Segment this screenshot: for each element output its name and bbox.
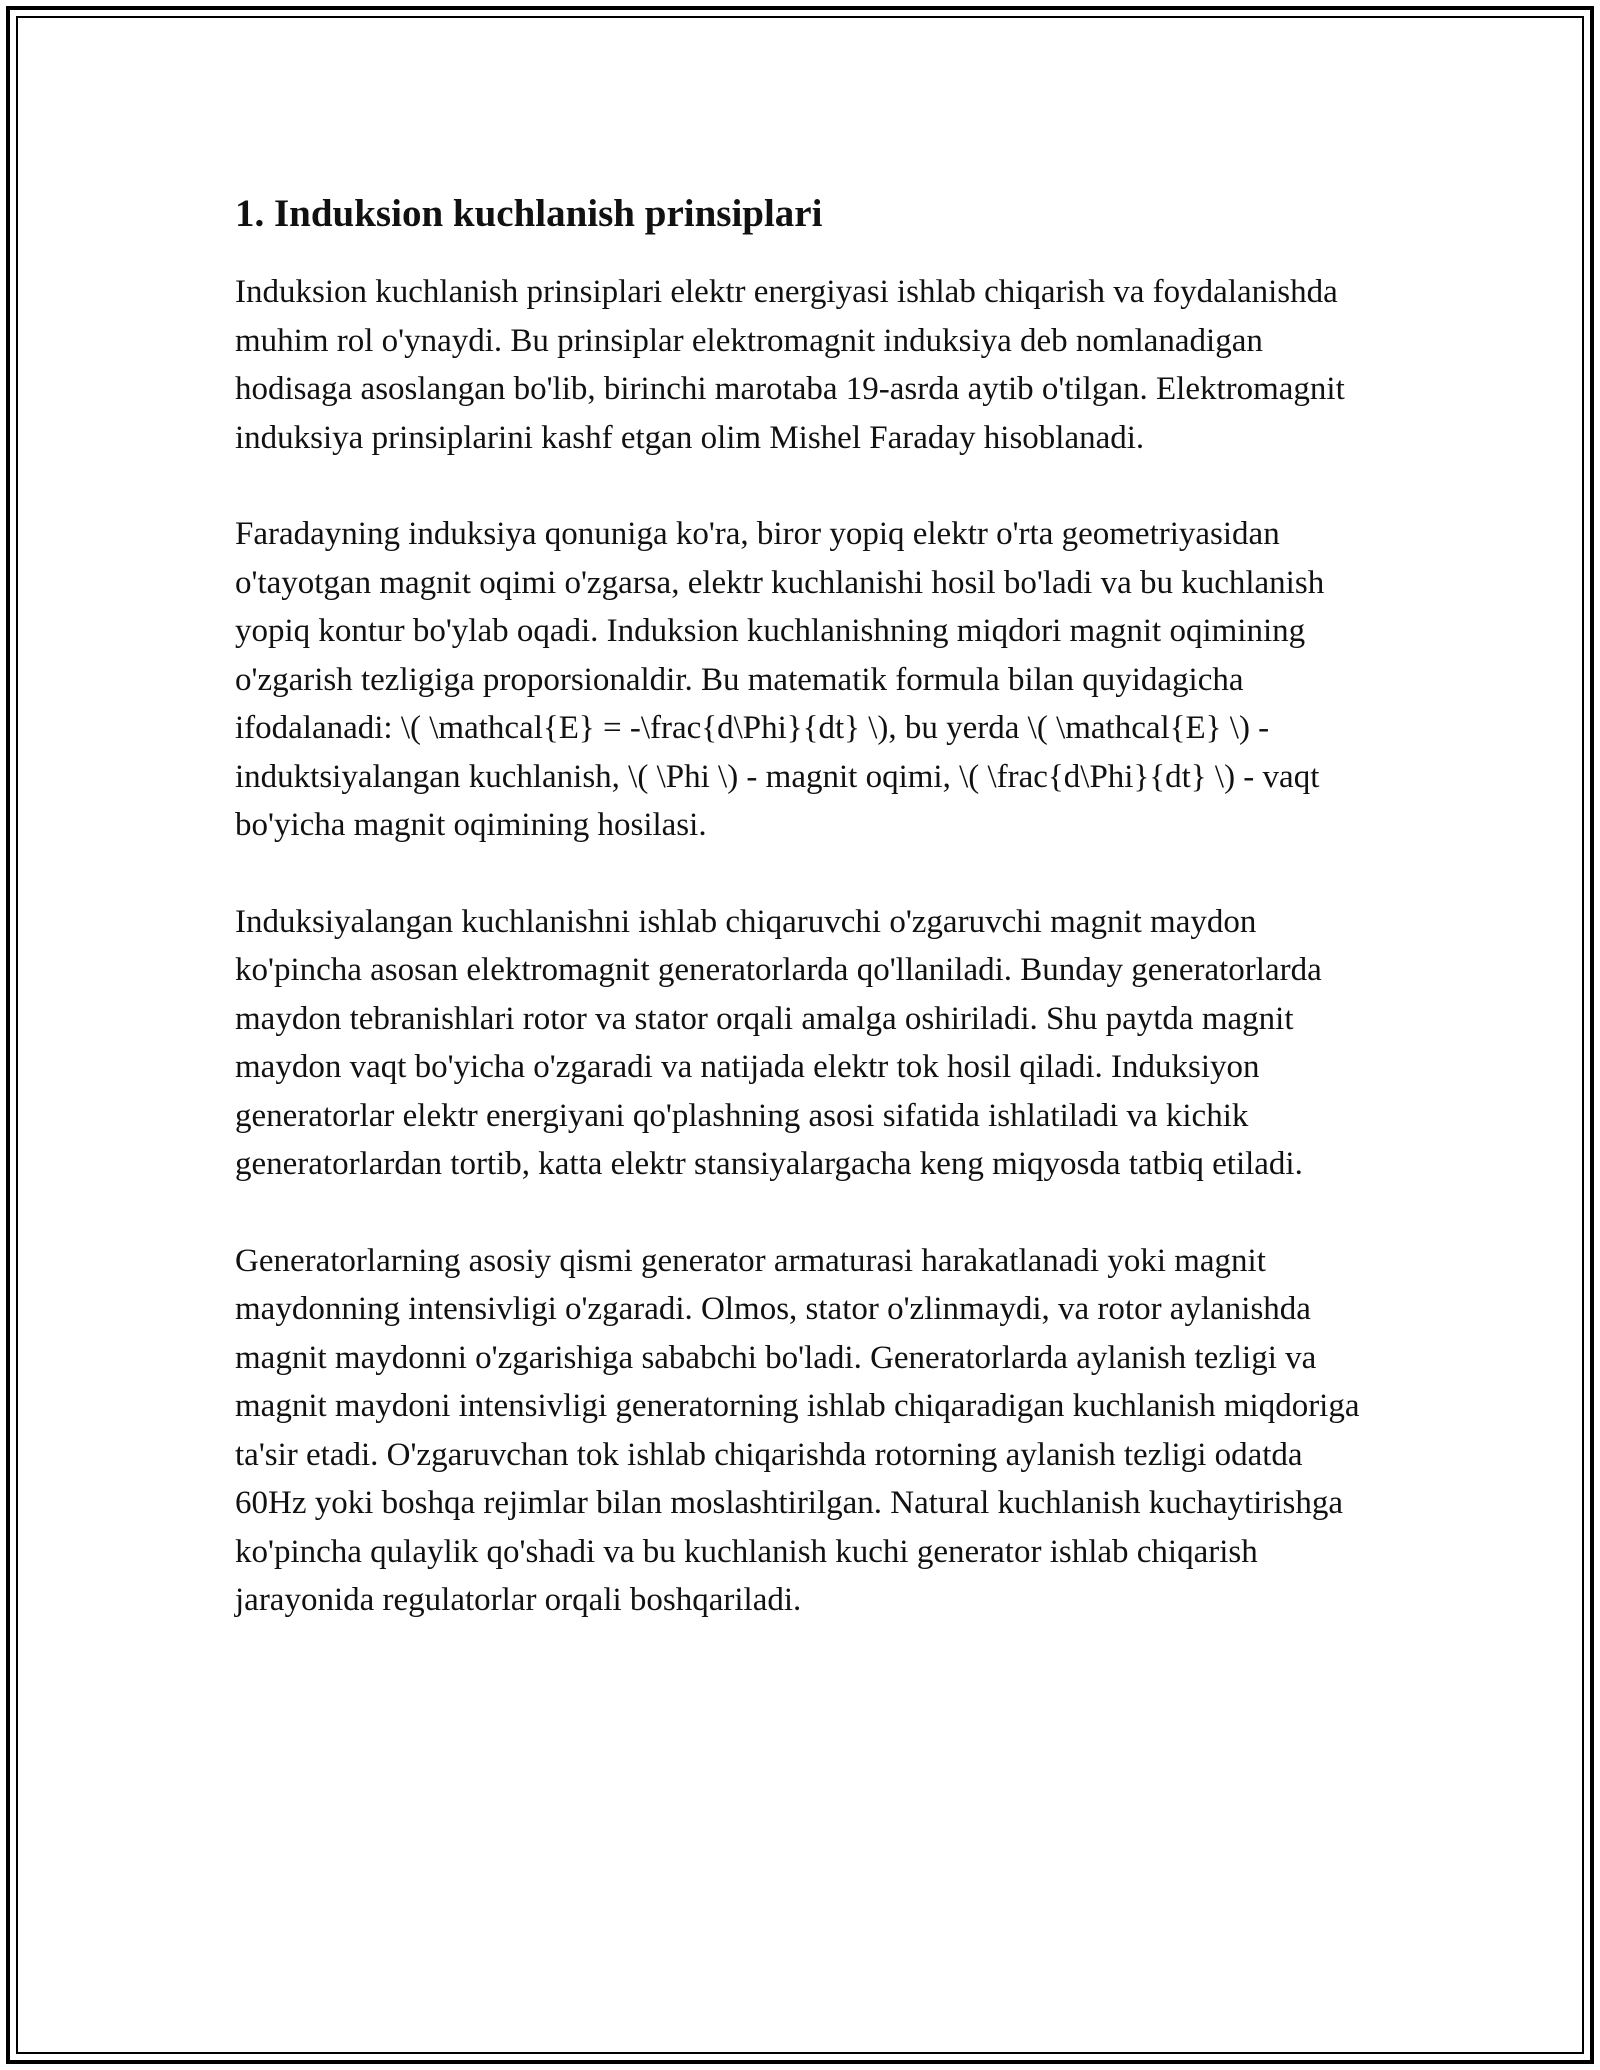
document-body — [235, 188, 1375, 1673]
section-heading: 1. Induksion kuchlanish prinsiplari — [235, 192, 823, 235]
paragraph-3: Induksiyalangan kuchlanishni ishlab chiqaruvchi o'zgaruvchi magnit maydon ko'pincha asosan elektromagnit generatorlarda qo'llaniladi. Bunday generatorlarda maydon tebranishlari rotor va stator orqali amalga oshiriladi. Shu paytda magnit maydon vaqt bo'yicha o'zgaradi va natijada elektr tok hosil qiladi. Induksiyon generatorlar elektr energiyani qo'plashning asosi sifatida ishlatiladi va kichik generatorlardan tortib, katta elektr stansiyalargacha keng miqyosda tatbiq etiladi. — [235, 903, 1322, 1182]
paragraph-4: Generatorlarning asosiy qismi generator armaturasi harakatlanadi yoki magnit maydonning intensivligi o'zgaradi. Olmos, stator o'zlinmaydi, va rotor aylanishda magnit maydonni o'zgarishiga sababchi bo'ladi. Generatorlarda aylanish tezligi va magnit maydoni intensivligi generatorning ishlab chiqaradigan kuchlanish miqdoriga ta'sir etadi. O'zgaruvchan tok ishlab chiqarishda rotorning aylanish tezligi odatda 60Hz yoki boshqa rejimlar bilan moslashtirilgan. Natural kuchlanish kuchaytirishga ko'pincha qulaylik qo'shadi va bu kuchlanish kuchi generator ishlab chiqarish jarayonida regulatorlar orqali boshqariladi. — [235, 1242, 1360, 1618]
paragraph-1: Induksion kuchlanish prinsiplari elektr energiyasi ishlab chiqarish va foydalanishda muhim rol o'ynaydi. Bu prinsiplar elektromagnit induksiya deb nomlanadigan hodisaga asoslangan bo'lib, birinchi marotaba 19-asrda aytib o'tilgan. Elektromagnit induksiya prinsiplarini kashf etgan olim Mishel Faraday hisoblanadi. — [235, 274, 1345, 456]
paragraph-2: Faradayning induksiya qonuniga ko'ra, biror yopiq elektr o'rta geometriyasidan o'tayotgan magnit oqimi o'zgarsa, elektr kuchlanishi hosil bo'ladi va bu kuchlanish yopiq kontur bo'ylab oqadi. Induksion kuchlanishning miqdori magnit oqimining o'zgarish tezligiga proporsionaldir. Bu matematik formula bilan quyidagicha ifodalanadi: \( \mathcal{E} = -\frac{d\Phi}{dt} \), bu yerda \( \mathcal{E} \) - induktsiyalangan kuchlanish, \( \Phi \) - magnit oqimi, \( \frac{d\Phi}{dt} \) - vaqt bo'yicha magnit oqimining hosilasi. — [235, 516, 1325, 843]
